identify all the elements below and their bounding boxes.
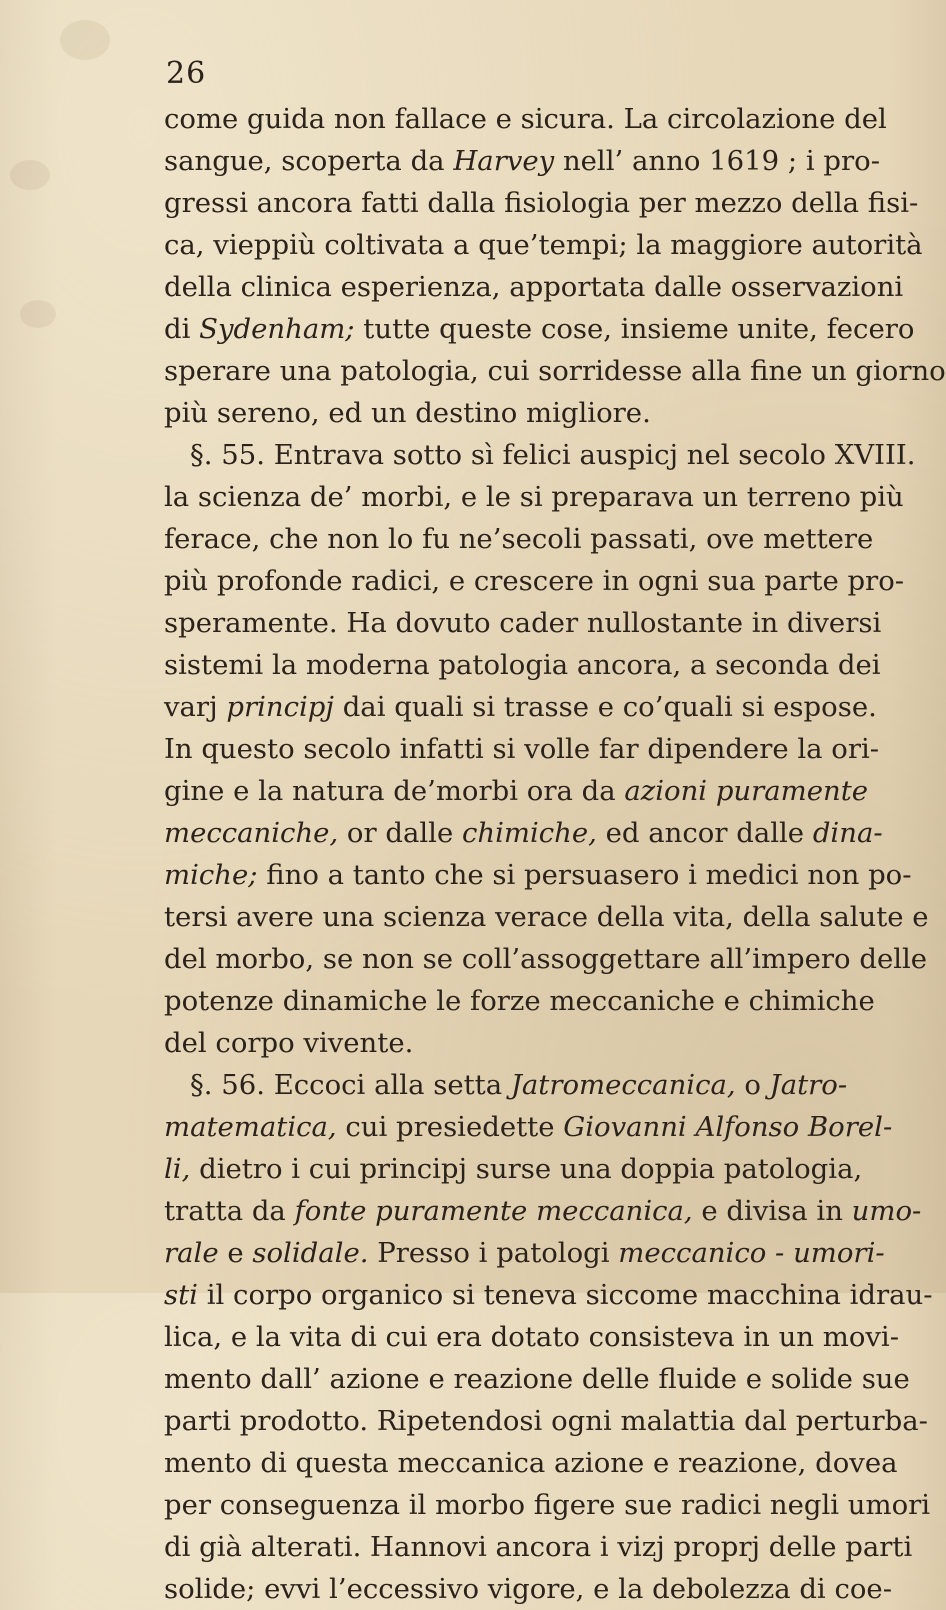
text-line: [164, 728, 880, 770]
text-line: [164, 1022, 770, 1064]
text-segment: lica, e la vita di cui era dotato consisteva in un movi-: [164, 1321, 899, 1353]
text-line: [164, 266, 904, 308]
text-segment: ca, vieppiù coltivata a que’tempi; la maggiore autorità: [164, 229, 923, 261]
text-segment: e: [218, 1237, 253, 1269]
italic-text: miche;: [164, 859, 258, 891]
text-line: [164, 1064, 848, 1106]
text-segment: per conseguenza il morbo figere sue radici negli umori: [164, 1489, 931, 1521]
text-line: [164, 1106, 893, 1148]
italic-text: principj: [226, 691, 334, 723]
body-text: [164, 98, 946, 1610]
text-segment: tratta da: [164, 1195, 295, 1227]
text-segment: tersi avere una scienza verace della vita, della salute e: [164, 901, 929, 933]
text-segment: o: [735, 1069, 770, 1101]
text-segment: la scienza de’ morbi, e le si preparava un terreno più: [164, 481, 904, 513]
italic-text: li,: [164, 1153, 191, 1185]
italic-text: Giovanni Alfonso Borel-: [563, 1111, 893, 1143]
text-segment: mento dall’ azione e reazione delle fluide e solide sue: [164, 1363, 910, 1395]
text-segment: dietro i cui principj surse una doppia patologia,: [190, 1153, 863, 1185]
italic-text: meccanico - umori-: [618, 1237, 885, 1269]
paper-stain: [10, 160, 50, 190]
text-segment: il corpo organico si teneva siccome macchina idrau-: [197, 1279, 933, 1311]
text-line: [164, 1316, 899, 1358]
text-line: [164, 476, 904, 518]
text-line: [164, 1190, 922, 1232]
italic-text: Sydenham;: [199, 313, 355, 345]
text-line: [164, 938, 928, 980]
paper-stain: [20, 300, 56, 328]
text-line: [164, 1526, 913, 1568]
italic-text: fonte puramente meccanica,: [294, 1195, 693, 1227]
text-segment: della clinica esperienza, apportata dalle osservazioni: [164, 271, 904, 303]
text-line: [164, 1484, 931, 1526]
italic-text: Harvey: [453, 145, 555, 177]
text-line: [164, 1442, 898, 1484]
text-line: [164, 392, 770, 434]
text-segment: di: [164, 313, 200, 345]
text-segment: §. 55. Entrava sotto sì felici auspicj nel secolo XVIII.: [190, 439, 916, 471]
text-segment: parti prodotto. Ripetendosi ogni malattia dal perturba-: [164, 1405, 928, 1437]
text-segment: più sereno, ed un destino migliore.: [164, 397, 651, 429]
text-segment: e divisa in: [692, 1195, 852, 1227]
text-line: [164, 140, 880, 182]
italic-text: dina-: [812, 817, 883, 849]
italic-text: Jatromeccanica,: [510, 1069, 736, 1101]
text-line: [164, 308, 915, 350]
italic-text: umo-: [851, 1195, 922, 1227]
text-line: [164, 980, 875, 1022]
text-line: [164, 1400, 928, 1442]
text-segment: come guida non fallace e sicura. La circolazione del: [164, 103, 887, 135]
text-line: [164, 602, 882, 644]
text-segment: varj: [164, 691, 227, 723]
italic-text: Jatro-: [769, 1069, 848, 1101]
text-segment: Presso i patologi: [368, 1237, 619, 1269]
text-segment: dai quali si trasse e co’quali si espose.: [333, 691, 877, 723]
text-segment: sangue, scoperta da: [164, 145, 454, 177]
text-line: [164, 560, 905, 602]
italic-text: solidale.: [252, 1237, 369, 1269]
text-segment: In questo secolo infatti si volle far dipendere la ori-: [164, 733, 880, 765]
text-line: [164, 1274, 933, 1316]
text-line: [164, 1568, 892, 1610]
text-segment: ferace, che non lo fu ne’secoli passati, ove mettere: [164, 523, 874, 555]
text-line: [164, 434, 916, 476]
italic-text: meccaniche,: [164, 817, 339, 849]
text-segment: potenze dinamiche le forze meccaniche e chimiche: [164, 985, 875, 1017]
text-segment: speramente. Ha dovuto cader nullostante in diversi: [164, 607, 882, 639]
text-segment: sperare una patologia, cui sorridesse alla fine un giorno: [164, 355, 946, 387]
text-line: [164, 812, 883, 854]
italic-text: sti: [164, 1279, 198, 1311]
text-line: [164, 350, 946, 392]
text-segment: ed ancor dalle: [596, 817, 813, 849]
text-segment: fino a tanto che si persuasero i medici non po-: [257, 859, 912, 891]
text-segment: mento di questa meccanica azione e reazione, dovea: [164, 1447, 898, 1479]
text-segment: tutte queste cose, insieme unite, fecero: [354, 313, 915, 345]
text-line: [164, 182, 919, 224]
text-segment: cui presiedette: [336, 1111, 564, 1143]
text-segment: più profonde radici, e crescere in ogni sua parte pro-: [164, 565, 905, 597]
text-line: [164, 770, 869, 812]
text-segment: nell’ anno 1619 ; i pro-: [554, 145, 880, 177]
text-line: [164, 686, 877, 728]
italic-text: chimiche,: [461, 817, 597, 849]
text-line: [164, 1232, 885, 1274]
italic-text: matematica,: [164, 1111, 337, 1143]
text-segment: solide; evvi l’eccessivo vigore, e la debolezza di coe-: [164, 1573, 892, 1605]
text-segment: di già alterati. Hannovi ancora i vizj proprj delle parti: [164, 1531, 913, 1563]
text-segment: or dalle: [338, 817, 462, 849]
page-number: 26: [166, 56, 207, 91]
italic-text: rale: [164, 1237, 219, 1269]
text-line: [164, 896, 929, 938]
text-segment: gine e la natura de’morbi ora da: [164, 775, 625, 807]
text-line: [164, 1148, 863, 1190]
text-segment: §. 56. Eccoci alla setta: [190, 1069, 511, 1101]
text-line: [164, 854, 912, 896]
text-segment: del corpo vivente.: [164, 1027, 414, 1059]
text-segment: sistemi la moderna patologia ancora, a seconda dei: [164, 649, 881, 681]
text-line: [164, 644, 881, 686]
text-line: [164, 1358, 910, 1400]
paper-stain: [60, 20, 110, 60]
text-segment: gressi ancora fatti dalla fisiologia per mezzo della fisi-: [164, 187, 919, 219]
text-line: [164, 518, 874, 560]
text-segment: del morbo, se non se coll’assoggettare all’impero delle: [164, 943, 928, 975]
text-line: [164, 98, 887, 140]
italic-text: azioni puramente: [624, 775, 869, 807]
text-line: [164, 224, 923, 266]
